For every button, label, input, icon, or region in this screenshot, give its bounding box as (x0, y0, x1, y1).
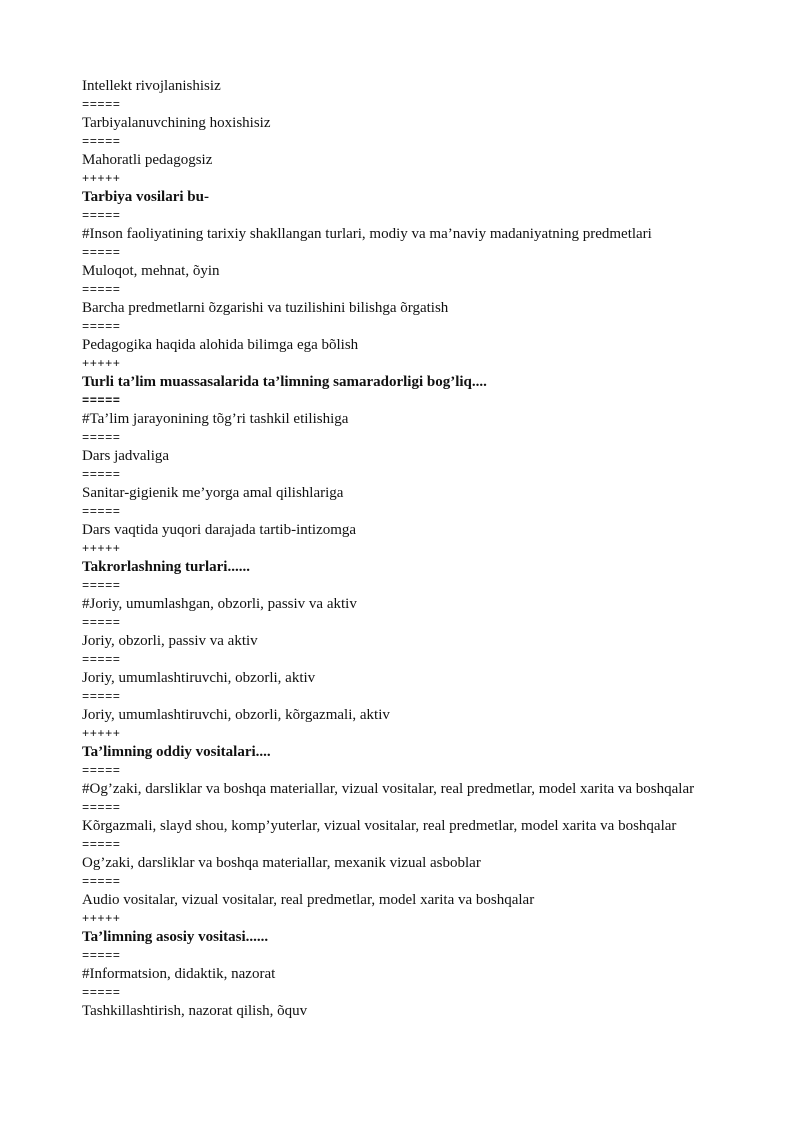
option-separator: ===== (82, 948, 121, 963)
answer-option: Joriy, obzorli, passiv va aktiv (82, 633, 258, 649)
question-separator: +++++ (82, 356, 121, 371)
answer-option: Og’zaki, darsliklar va boshqa materiallar, mexanik vizual asboblar (82, 855, 481, 871)
answer-option: Sanitar-gigienik me’yorga amal qilishlariga (82, 485, 344, 501)
correct-answer-option: #Joriy, umumlashgan, obzorli, passiv va aktiv (82, 596, 357, 612)
option-separator: ===== (82, 615, 121, 630)
answer-option: Dars jadvaliga (82, 448, 170, 464)
option-separator: ===== (82, 245, 121, 260)
correct-answer-option: #Informatsion, didaktik, nazorat (82, 966, 276, 982)
correct-answer-option: #Og’zaki, darsliklar va boshqa materiallar, vizual vositalar, real predmetlar, model xarita va boshqalar (82, 781, 695, 797)
option-separator: ===== (82, 430, 121, 445)
option-separator: ===== (82, 393, 121, 408)
answer-option: Intellekt rivojlanishisiz (82, 78, 221, 94)
answer-option: Tashkillashtirish, nazorat qilish, õquv (82, 1003, 308, 1019)
correct-answer-option: #Inson faoliyatining tarixiy shakllangan turlari, modiy va ma’naviy madaniyatning predmetlari (82, 226, 652, 242)
answer-option: Barcha predmetlarni õzgarishi va tuzilishini bilishga õrgatish (82, 300, 449, 316)
answer-option: Mahoratli pedagogsiz (82, 152, 213, 168)
question-text: Ta’limning oddiy vositalari.... (82, 744, 271, 760)
option-separator: ===== (82, 504, 121, 519)
question-text: Ta’limning asosiy vositasi...... (82, 929, 269, 945)
answer-option: Audio vositalar, vizual vositalar, real predmetlar, model xarita va boshqalar (82, 892, 535, 908)
answer-option: Pedagogika haqida alohida bilimga ega bõlish (82, 337, 359, 353)
answer-option: Tarbiyalanuvchining hoxishisiz (82, 115, 271, 131)
question-text: Tarbiya vosilari bu- (82, 189, 209, 205)
answer-option: Muloqot, mehnat, õyin (82, 263, 220, 279)
option-separator: ===== (82, 282, 121, 297)
option-separator: ===== (82, 837, 121, 852)
question-separator: +++++ (82, 171, 121, 186)
option-separator: ===== (82, 689, 121, 704)
answer-option: Kõrgazmali, slayd shou, komp’yuterlar, vizual vositalar, real predmetlar, model xarita va boshqalar (82, 818, 677, 834)
option-separator: ===== (82, 319, 121, 334)
option-separator: ===== (82, 800, 121, 815)
correct-answer-option: #Ta’lim jarayonining tõg’ri tashkil etilishiga (82, 411, 349, 427)
option-separator: ===== (82, 578, 121, 593)
option-separator: ===== (82, 208, 121, 223)
answer-option: Joriy, umumlashtiruvchi, obzorli, aktiv (82, 670, 316, 686)
option-separator: ===== (82, 97, 121, 112)
answer-option: Joriy, umumlashtiruvchi, obzorli, kõrgazmali, aktiv (82, 707, 390, 723)
option-separator: ===== (82, 134, 121, 149)
question-separator: +++++ (82, 726, 121, 741)
option-separator: ===== (82, 467, 121, 482)
option-separator: ===== (82, 763, 121, 778)
option-separator: ===== (82, 652, 121, 667)
answer-option: Dars vaqtida yuqori darajada tartib-intizomga (82, 522, 357, 538)
question-separator: +++++ (82, 541, 121, 556)
option-separator: ===== (82, 874, 121, 889)
question-text: Turli ta’lim muassasalarida ta’limning samaradorligi bog’liq.... (82, 374, 487, 390)
option-separator: ===== (82, 985, 121, 1000)
test-question-list (82, 77, 736, 1021)
question-text: Takrorlashning turlari...... (82, 559, 250, 575)
question-separator: +++++ (82, 911, 121, 926)
